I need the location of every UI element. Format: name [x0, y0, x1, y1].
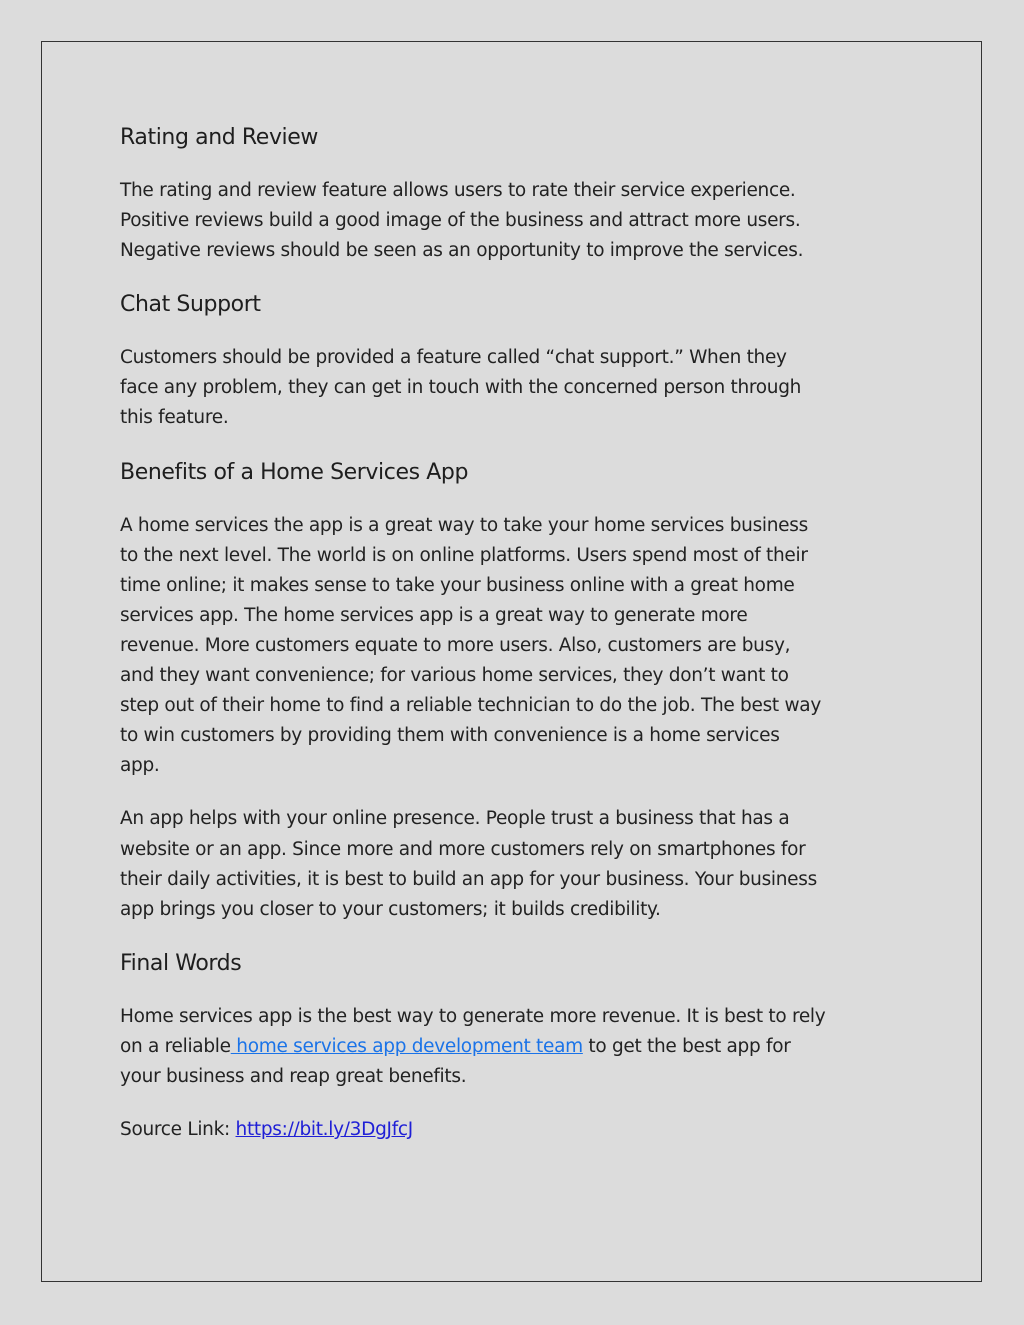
section-heading-final-words: Final Words	[120, 950, 242, 976]
paragraph-benefits-1	[120, 511, 910, 782]
source-link[interactable]: https://bit.ly/3DgJfcJ	[235, 1119, 413, 1141]
text-line: Customers should be provided a feature called “chat support.” When they	[120, 347, 787, 369]
text-line: The rating and review feature allows users to rate their service experience.	[120, 180, 796, 201]
text-line: app.	[120, 755, 160, 777]
text-line: to win customers by providing them with convenience is a home services	[120, 725, 780, 747]
text-line: An app helps with your online presence. People trust a business that has a	[120, 808, 790, 830]
text-line: app brings you closer to your customers; it builds credibility.	[120, 898, 661, 920]
section-heading-benefits: Benefits of a Home Services App	[120, 459, 469, 485]
text-line: to the next level. The world is on online platforms. Users spend most of their	[120, 544, 808, 566]
text-line: A home services the app is a great way to take your home services business	[120, 514, 808, 536]
text-line: face any problem, they can get in touch with the concerned person through	[120, 377, 802, 399]
paragraph-rating-review	[120, 176, 910, 266]
text-line: their daily activities, it is best to build an app for your business. Your business	[120, 868, 817, 890]
source-label: Source Link:	[120, 1119, 236, 1141]
paragraph-chat-support	[120, 343, 910, 433]
text-line: revenue. More customers equate to more users. Also, customers are busy,	[120, 634, 791, 656]
text-line: Home services app is the best way to generate more revenue. It is best to rely	[120, 1005, 826, 1027]
text-line: your business and reap great benefits.	[120, 1065, 467, 1087]
paragraph-benefits-2	[120, 804, 910, 924]
section-heading-chat-support: Chat Support	[120, 292, 261, 318]
text-line: Negative reviews should be seen as an opportunity to improve the services.	[120, 240, 804, 262]
text-line-with-link	[120, 1032, 910, 1062]
text-line: services app. The home services app is a great way to generate more	[120, 604, 748, 626]
paragraph-final-words	[120, 1002, 910, 1092]
text-line: step out of their home to find a reliable technician to do the job. The best way	[120, 695, 821, 717]
text-line: this feature.	[120, 407, 229, 429]
source-line	[120, 1115, 910, 1145]
text-fragment: on a reliable	[120, 1035, 231, 1057]
text-line: Positive reviews build a good image of the business and attract more users.	[120, 210, 801, 232]
text-line: time online; it makes sense to take your business online with a great home	[120, 574, 795, 596]
text-line: website or an app. Since more and more customers rely on smartphones for	[120, 838, 806, 860]
text-line: and they want convenience; for various home services, they don’t want to	[120, 665, 789, 687]
home-services-app-development-team-link[interactable]: home services app development team	[230, 1035, 583, 1057]
document-body	[120, 122, 910, 1168]
text-fragment: to get the best app for	[582, 1035, 791, 1057]
section-heading-rating-review: Rating and Review	[120, 125, 318, 150]
